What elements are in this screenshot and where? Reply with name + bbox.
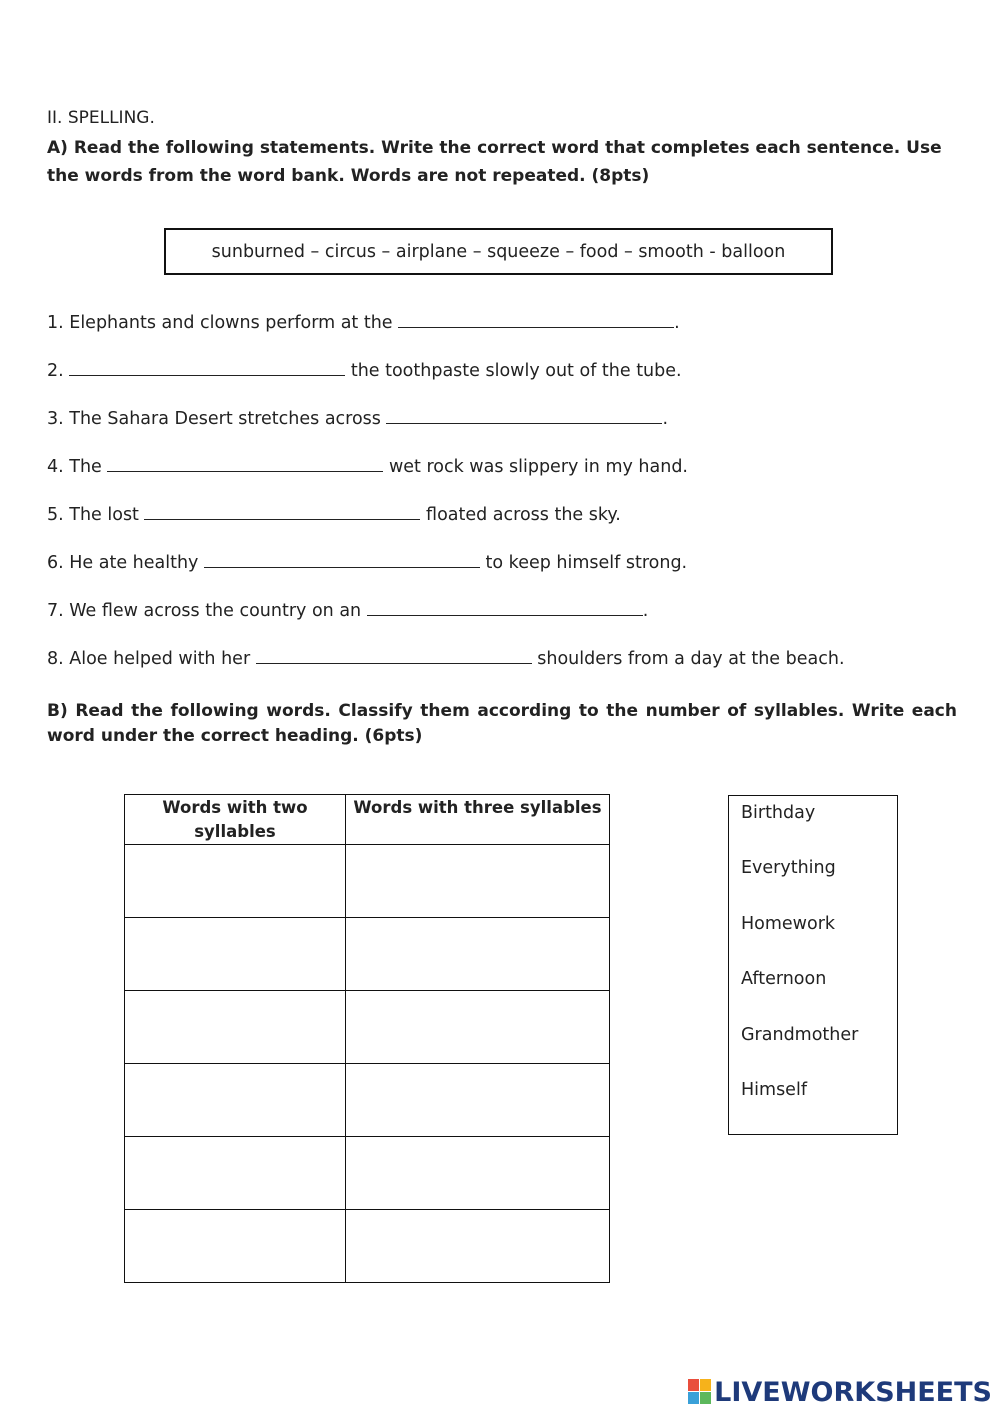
answer-blank[interactable] [204,553,480,568]
answer-cell[interactable] [125,918,346,991]
sentence-6: 6. He ate healthy to keep himself strong. [47,553,688,573]
header-three-syllables: Words with three syllables [346,795,610,845]
answer-cell[interactable] [346,991,610,1064]
answer-blank[interactable] [69,361,345,376]
word-list-box [728,795,898,1135]
sentence-8: 8. Aloe helped with her shoulders from a day at the beach. [47,649,845,669]
word-item: Homework [741,914,836,934]
word-item: Grandmother [741,1025,859,1045]
answer-blank[interactable] [398,313,674,328]
answer-cell[interactable] [346,1210,610,1283]
answer-cell[interactable] [346,918,610,991]
answer-blank[interactable] [367,601,643,616]
answer-blank[interactable] [386,409,662,424]
sentence-7: 7. We flew across the country on an . [47,601,649,621]
sentence-1: 1. Elephants and clowns perform at the . [47,313,680,333]
sentence-4: 4. The wet rock was slippery in my hand. [47,457,688,477]
answer-cell[interactable] [346,1064,610,1137]
answer-cell[interactable] [346,1137,610,1210]
logo-text: LIVEWORKSHEETS [714,1376,992,1408]
word-item: Afternoon [741,969,827,989]
answer-cell[interactable] [125,1210,346,1283]
answer-cell[interactable] [125,1064,346,1137]
section-title: II. SPELLING. [47,108,155,128]
part-b-instructions: B) Read the following words. Classify them according to the number of syllables. Write each word under the correct heading. (6pts) [47,701,957,746]
answer-blank[interactable] [144,505,420,520]
word-item: Birthday [741,803,816,823]
answer-cell[interactable] [125,991,346,1064]
answer-cell[interactable] [346,845,610,918]
syllable-table [124,794,610,1283]
word-item: Himself [741,1080,807,1100]
logo-mark-icon [688,1379,712,1405]
header-two-syllables: Words with two syllables [125,795,346,845]
answer-cell[interactable] [125,1137,346,1210]
word-bank-text: sunburned – circus – airplane – squeeze – food – smooth - balloon [211,241,786,262]
sentence-2: 2. the toothpaste slowly out of the tube. [47,361,682,381]
word-item: Everything [741,858,836,878]
sentence-5: 5. The lost floated across the sky. [47,505,621,525]
word-bank [164,228,833,275]
liveworksheets-logo [688,1374,992,1410]
part-a-instructions: A) Read the following statements. Write the correct word that completes each sentence. Use the words from the word bank. Words are not repeated. (8pts) [47,138,942,186]
answer-blank[interactable] [256,649,532,664]
answer-blank[interactable] [107,457,383,472]
sentence-3: 3. The Sahara Desert stretches across . [47,409,669,429]
answer-cell[interactable] [125,845,346,918]
